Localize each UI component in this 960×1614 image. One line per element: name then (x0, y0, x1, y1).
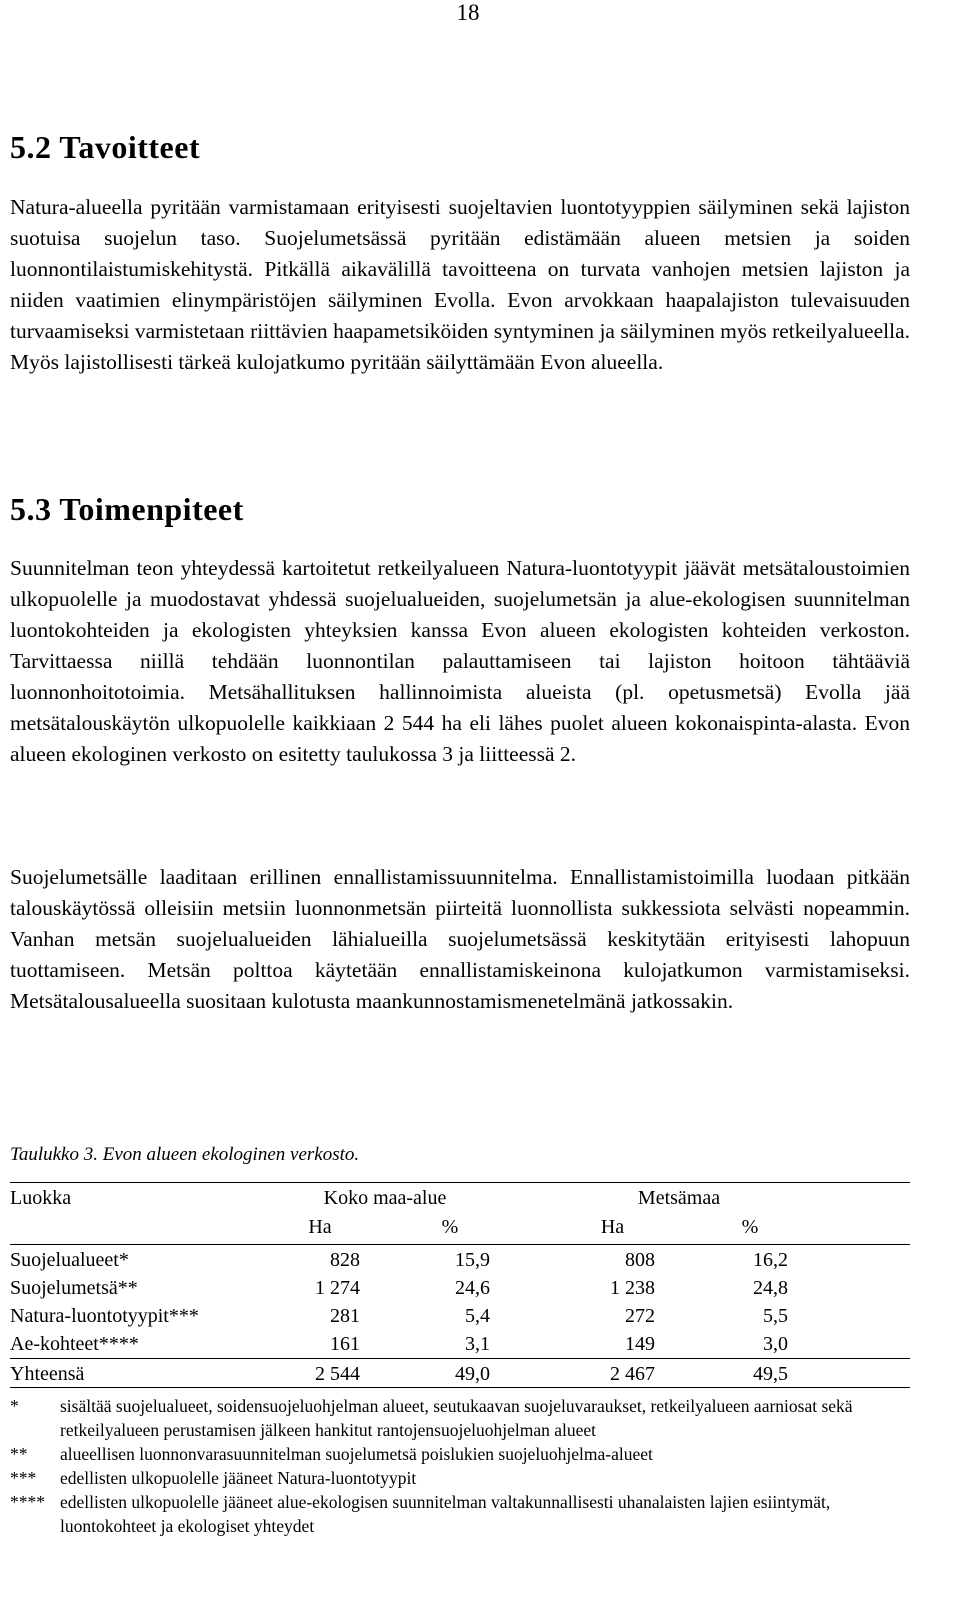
row-label: Suojelualueet* (10, 1249, 129, 1271)
unit-metsa-pct: % (741, 1216, 759, 1238)
page-number: 18 (456, 0, 480, 25)
cell-metsa-pct: 5,5 (763, 1305, 788, 1327)
table-header-row (10, 1184, 910, 1212)
table-row (10, 1246, 910, 1274)
table-footnotes (10, 1394, 910, 1538)
cell-koko-pct: 15,9 (455, 1249, 490, 1271)
table-row (10, 1302, 910, 1330)
footnote (10, 1394, 910, 1442)
cell-metsa-ha: 272 (625, 1305, 655, 1327)
cell-metsa-pct: 16,2 (753, 1249, 788, 1271)
section-5-3-paragraph-1: Suunnitelman teon yhteydessä kartoitetut retkeilyalueen Natura-luontotyypit jäävät metsätaloustoimien ulkopuolelle ja muodostavat yhdessä suojelualueiden, suojelumetsän ja alue-ekologisen suunnitelman luontokohteiden ja ekologisten yhteyksien kanssa Evon alueen ekologisten kohteiden verkoston. Tarvittaessa niillä tehdään luonnontilan palauttamiseen tai lajiston hoitoon tähtääviä luonnonhoitotoimia. Metsähallituksen hallinnoimista alueista (pl. opetusmetsä) Evolla jää metsätalouskäytön ulkopuolelle kaikkiaan 2 544 ha eli lähes puolet alueen kokonaispinta-alasta. Evon alueen ekologinen verkosto on esitetty taulukossa 3 ja liitteessä 2. (10, 556, 910, 766)
table-caption: Taulukko 3. Evon alueen ekologinen verkosto. (10, 1144, 360, 1165)
cell-koko-pct: 5,4 (465, 1305, 490, 1327)
cell-metsa-pct: 24,8 (753, 1277, 788, 1299)
total-koko-ha: 2 544 (315, 1363, 360, 1385)
row-label: Suojelumetsä** (10, 1277, 138, 1299)
header-koko-maa-alue: Koko maa-alue (323, 1187, 447, 1209)
unit-koko-pct: % (441, 1216, 459, 1238)
cell-metsa-ha: 1 238 (610, 1277, 655, 1299)
cell-metsa-ha: 808 (625, 1249, 655, 1271)
section-5-3-paragraph-2: Suojelumetsälle laaditaan erillinen ennallistamissuunnitelma. Ennallistamistoimilla luodaan pitkään talouskäytössä olleisiin metsiin luonnonmetsän piirteitä luonnollista sukkessiota selvästi nopeammin. Vanhan metsän suojelualueiden lähialueilla suojelumetsässä keskitytään erityisesti lahopuun tuottamiseen. Metsän polttoa käytetään ennallistamiskeinona kulojatkumon varmistamiseksi. Metsätalousalueella suositaan kulotusta maankunnostamismenetelmänä jatkossakin. (10, 865, 910, 1013)
footnote (10, 1490, 910, 1538)
footnote (10, 1466, 910, 1490)
row-label: Natura-luontotyypit*** (10, 1305, 199, 1327)
table-unit-row (10, 1213, 910, 1241)
cell-koko-ha: 1 274 (315, 1277, 360, 1299)
section-5-3-heading: 5.3 Toimenpiteet (10, 491, 244, 527)
cell-koko-pct: 3,1 (465, 1333, 490, 1355)
total-koko-pct: 49,0 (455, 1363, 490, 1385)
footnote-mark: * (10, 1396, 19, 1416)
footnote-text: edellisten ulkopuolelle jääneet Natura-luontotyypit (60, 1468, 417, 1488)
section-5-2-heading: 5.2 Tavoitteet (10, 129, 201, 165)
total-label: Yhteensä (10, 1363, 85, 1385)
cell-metsa-ha: 149 (625, 1333, 655, 1355)
table-top-rule (10, 1182, 910, 1183)
unit-metsa-ha: Ha (600, 1216, 625, 1238)
table-total-rule (10, 1358, 910, 1359)
header-metsamaa: Metsämaa (637, 1187, 721, 1209)
cell-metsa-pct: 3,0 (763, 1333, 788, 1355)
footnote-text: sisältää suojelualueet, soidensuojeluohjelman alueet, seutukaavan suojeluvaraukset, retkeilyalueen aarniosat sekä retkeilyalueen perustamisen jälkeen hankitut rantojensuojeluohjelman alueet (60, 1396, 853, 1440)
footnote-mark: *** (10, 1468, 37, 1488)
table-header-rule (10, 1244, 910, 1245)
table-row (10, 1274, 910, 1302)
footnote-mark: **** (10, 1492, 45, 1512)
total-metsa-pct: 49,5 (753, 1363, 788, 1385)
footnote (10, 1442, 910, 1466)
cell-koko-pct: 24,6 (455, 1277, 490, 1299)
cell-koko-ha: 828 (330, 1249, 360, 1271)
footnote-text: alueellisen luonnonvarasuunnitelman suojelumetsä poislukien suojeluohjelma-alueet (60, 1444, 653, 1464)
table-total-row (10, 1360, 910, 1388)
cell-koko-ha: 161 (330, 1333, 360, 1355)
table-bottom-rule (10, 1387, 910, 1388)
total-metsa-ha: 2 467 (610, 1363, 655, 1385)
unit-koko-ha: Ha (308, 1216, 332, 1238)
footnote-mark: ** (10, 1444, 28, 1464)
footnote-text: edellisten ulkopuolelle jääneet alue-ekologisen suunnitelman valtakunnallisesti uhanalaisten lajien esiintymät, luontokohteet ja ekologiset yhteydet (60, 1492, 831, 1536)
header-luokka: Luokka (10, 1187, 72, 1209)
table-row (10, 1330, 910, 1358)
section-5-2-paragraph: Natura-alueella pyritään varmistamaan erityisesti suojeltavien luontotyyppien säilyminen sekä lajiston suotuisa suojelun taso. Suojelumetsässä pyritään edistämään alueen metsien ja soiden luonnontilaistumiskehitystä. Pitkällä aikavälillä tavoitteena on turvata vanhojen metsien lajiston ja niiden vaatimien elinympäristöjen säilyminen Evolla. Evon arvokkaan haapalajiston tulevaisuuden turvaamiseksi varmistetaan riittävien haapametsiköiden syntyminen ja säilyminen myös retkeilyalueella. Myös lajistollisesti tärkeä kulojatkumo pyritään säilyttämään Evon alueella. (10, 195, 910, 374)
row-label: Ae-kohteet**** (10, 1333, 139, 1355)
cell-koko-ha: 281 (330, 1305, 360, 1327)
